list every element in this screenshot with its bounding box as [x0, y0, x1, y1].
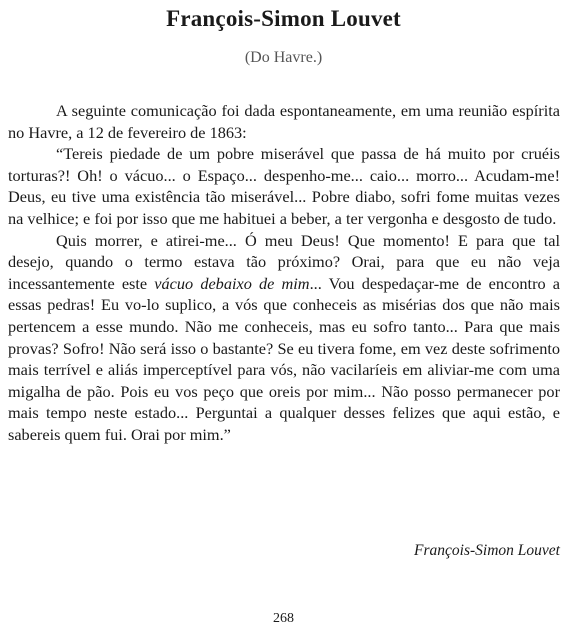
signature: François-Simon Louvet [414, 542, 560, 559]
paragraph-intro: A seguinte comunicação foi dada espontaneamente, em uma reunião espírita no Havre, a 12 de fevereiro de 1863: [8, 101, 560, 142]
paragraph-quote-continued [8, 230, 560, 446]
page-subtitle: (Do Havre.) [244, 49, 323, 66]
paragraph-quote-start: “Tereis piedade de um pobre miserável que passa de há muito por cruéis torturas?! Oh! o vácuo... o Espaço... despenho-me... caio... morro... Acudam-me! Deus, eu tive uma existência tão miserável... Pobre diabo, sofri fome muitas vezes na velhice; e foi por isso que me habituei a beber, a ter vergonha e desgosto de tudo. [8, 144, 560, 228]
paragraph-text-before-italic: Quis morrer, e atirei-me... Ó meu Deus! Que momento! E para que tal desejo, quando o termo estava tão próximo? Orai, para que eu não veja incessantemente este [8, 230, 560, 293]
page-title: François-Simon Louvet [166, 6, 401, 31]
italic-phrase: vácuo debaixo de mim [154, 273, 310, 293]
body-text [8, 100, 560, 446]
page-number: 268 [273, 611, 294, 626]
paragraph-text-after-italic: ... Vou despedaçar-me de encontro a essas pedras! Eu vo-lo suplico, a vós que conheceis as misérias dos que não mais pertencem a esse mundo. Não me conheceis, mas eu sofro tanto... Para que mais provas? Sofro! Não será isso o bastante? Se eu tivera fome, em vez deste sofrimento mais terrível e aliás imperceptível para vós, não vacilaríeis em aliviar-me com uma migalha de pão. Pois eu vos peço que oreis por mim... Não posso permanecer por mais tempo neste estado... Perguntai a qualquer desses felizes que aqui estão, e sabereis quem fui. Orai por mim.” [8, 273, 561, 444]
